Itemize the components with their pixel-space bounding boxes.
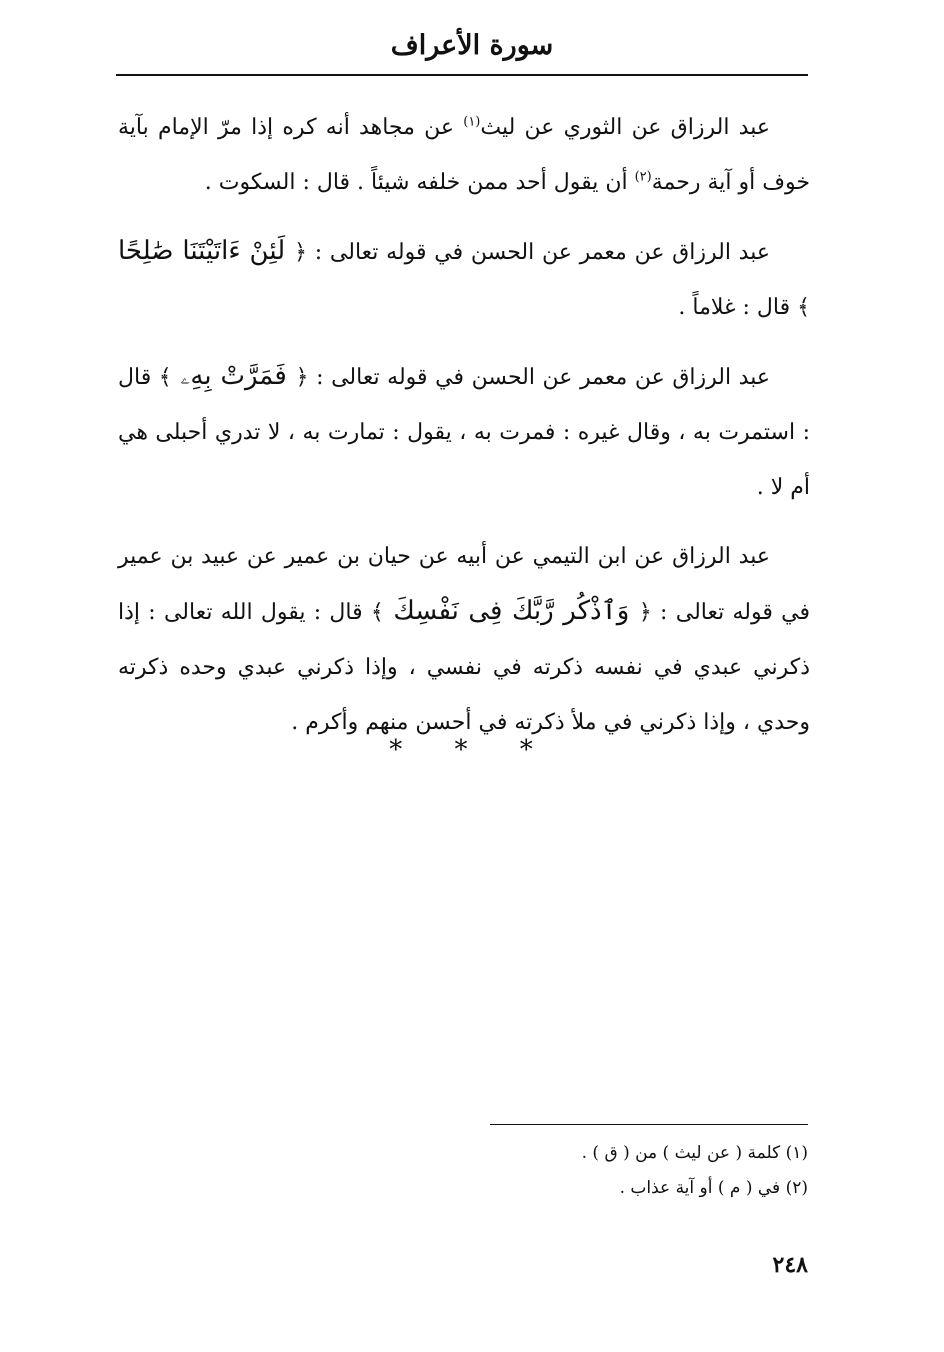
paragraph-3-text-a: عبد الرزاق عن معمر عن الحسن في قوله تعالى : [308, 365, 770, 390]
quran-verse: وَٱذْكُر رَّبَّكَ فِى نَفْسِكَ [383, 596, 639, 626]
header-divider [116, 74, 808, 76]
quran-verse: فَمَرَّتْ بِهِۦ [171, 361, 296, 391]
paragraph-2 [118, 224, 810, 335]
quran-close-bracket: ﴾ [797, 295, 810, 320]
footnote-ref-1: (١) [463, 114, 481, 130]
paragraph-4 [118, 529, 810, 750]
footnotes [300, 1136, 808, 1206]
paragraph-3-text-b: قال : استمرت به ، وقال غيره : فمرت به ، يقول : تمارت به ، لا تدري أحبلى هي أم لا . [118, 365, 810, 500]
paragraph-2-text-a: عبد الرزاق عن معمر عن الحسن في قوله تعالى : [307, 240, 770, 265]
page-header-title: سورة الأعراف [390, 30, 554, 61]
quran-open-bracket: ﴿ [294, 240, 308, 265]
quran-close-bracket: ﴾ [370, 600, 384, 625]
paragraph-1-text-a: عبد الرزاق عن الثوري عن ليث [480, 115, 770, 140]
footnote-1: (١) كلمة ( عن ليث ) من ( ق ) . [581, 1143, 808, 1163]
quran-verse: لَئِنْ ءَاتَيْتَنَا صَٰلِحًا [118, 236, 295, 266]
footnote-2: (٢) في ( م ) أو آية عذاب . [619, 1178, 808, 1198]
quran-open-bracket: ﴿ [295, 365, 309, 390]
quran-open-bracket: ﴿ [638, 600, 652, 625]
footnote-divider [490, 1124, 808, 1125]
main-text [118, 100, 810, 764]
paragraph-4-text-b: قال : يقول الله تعالى : إذا ذكرني عبدي في نفسه ذكرته في نفسي ، وإذا ذكرني عبدي وحده ذكرته وحدي ، وإذا ذكرني في ملأ ذكرته في أحسن منهم وأكرم . [118, 600, 810, 735]
section-separator: * * * [389, 735, 555, 765]
paragraph-1-text-b: عن مجاهد أنه كره إذا مرّ الإمام بآية خوف أو آية رحمة [118, 115, 810, 195]
quran-close-bracket: ﴾ [158, 365, 172, 390]
paragraph-1 [118, 100, 810, 210]
footnote-ref-2: (٢) [634, 169, 652, 185]
paragraph-1-text-c: أن يقول أحد ممن خلفه شيئاً . قال : السكوت . [204, 170, 635, 195]
paragraph-3 [118, 349, 810, 515]
paragraph-2-text-b: قال : غلاماً . [678, 295, 798, 320]
paragraph-4-text-a: عبد الرزاق عن ابن التيمي عن أبيه عن حيان بن عمير عن عبيد بن عمير في قوله تعالى : [118, 544, 810, 625]
page-number: ٢٤٨ [772, 1252, 808, 1278]
